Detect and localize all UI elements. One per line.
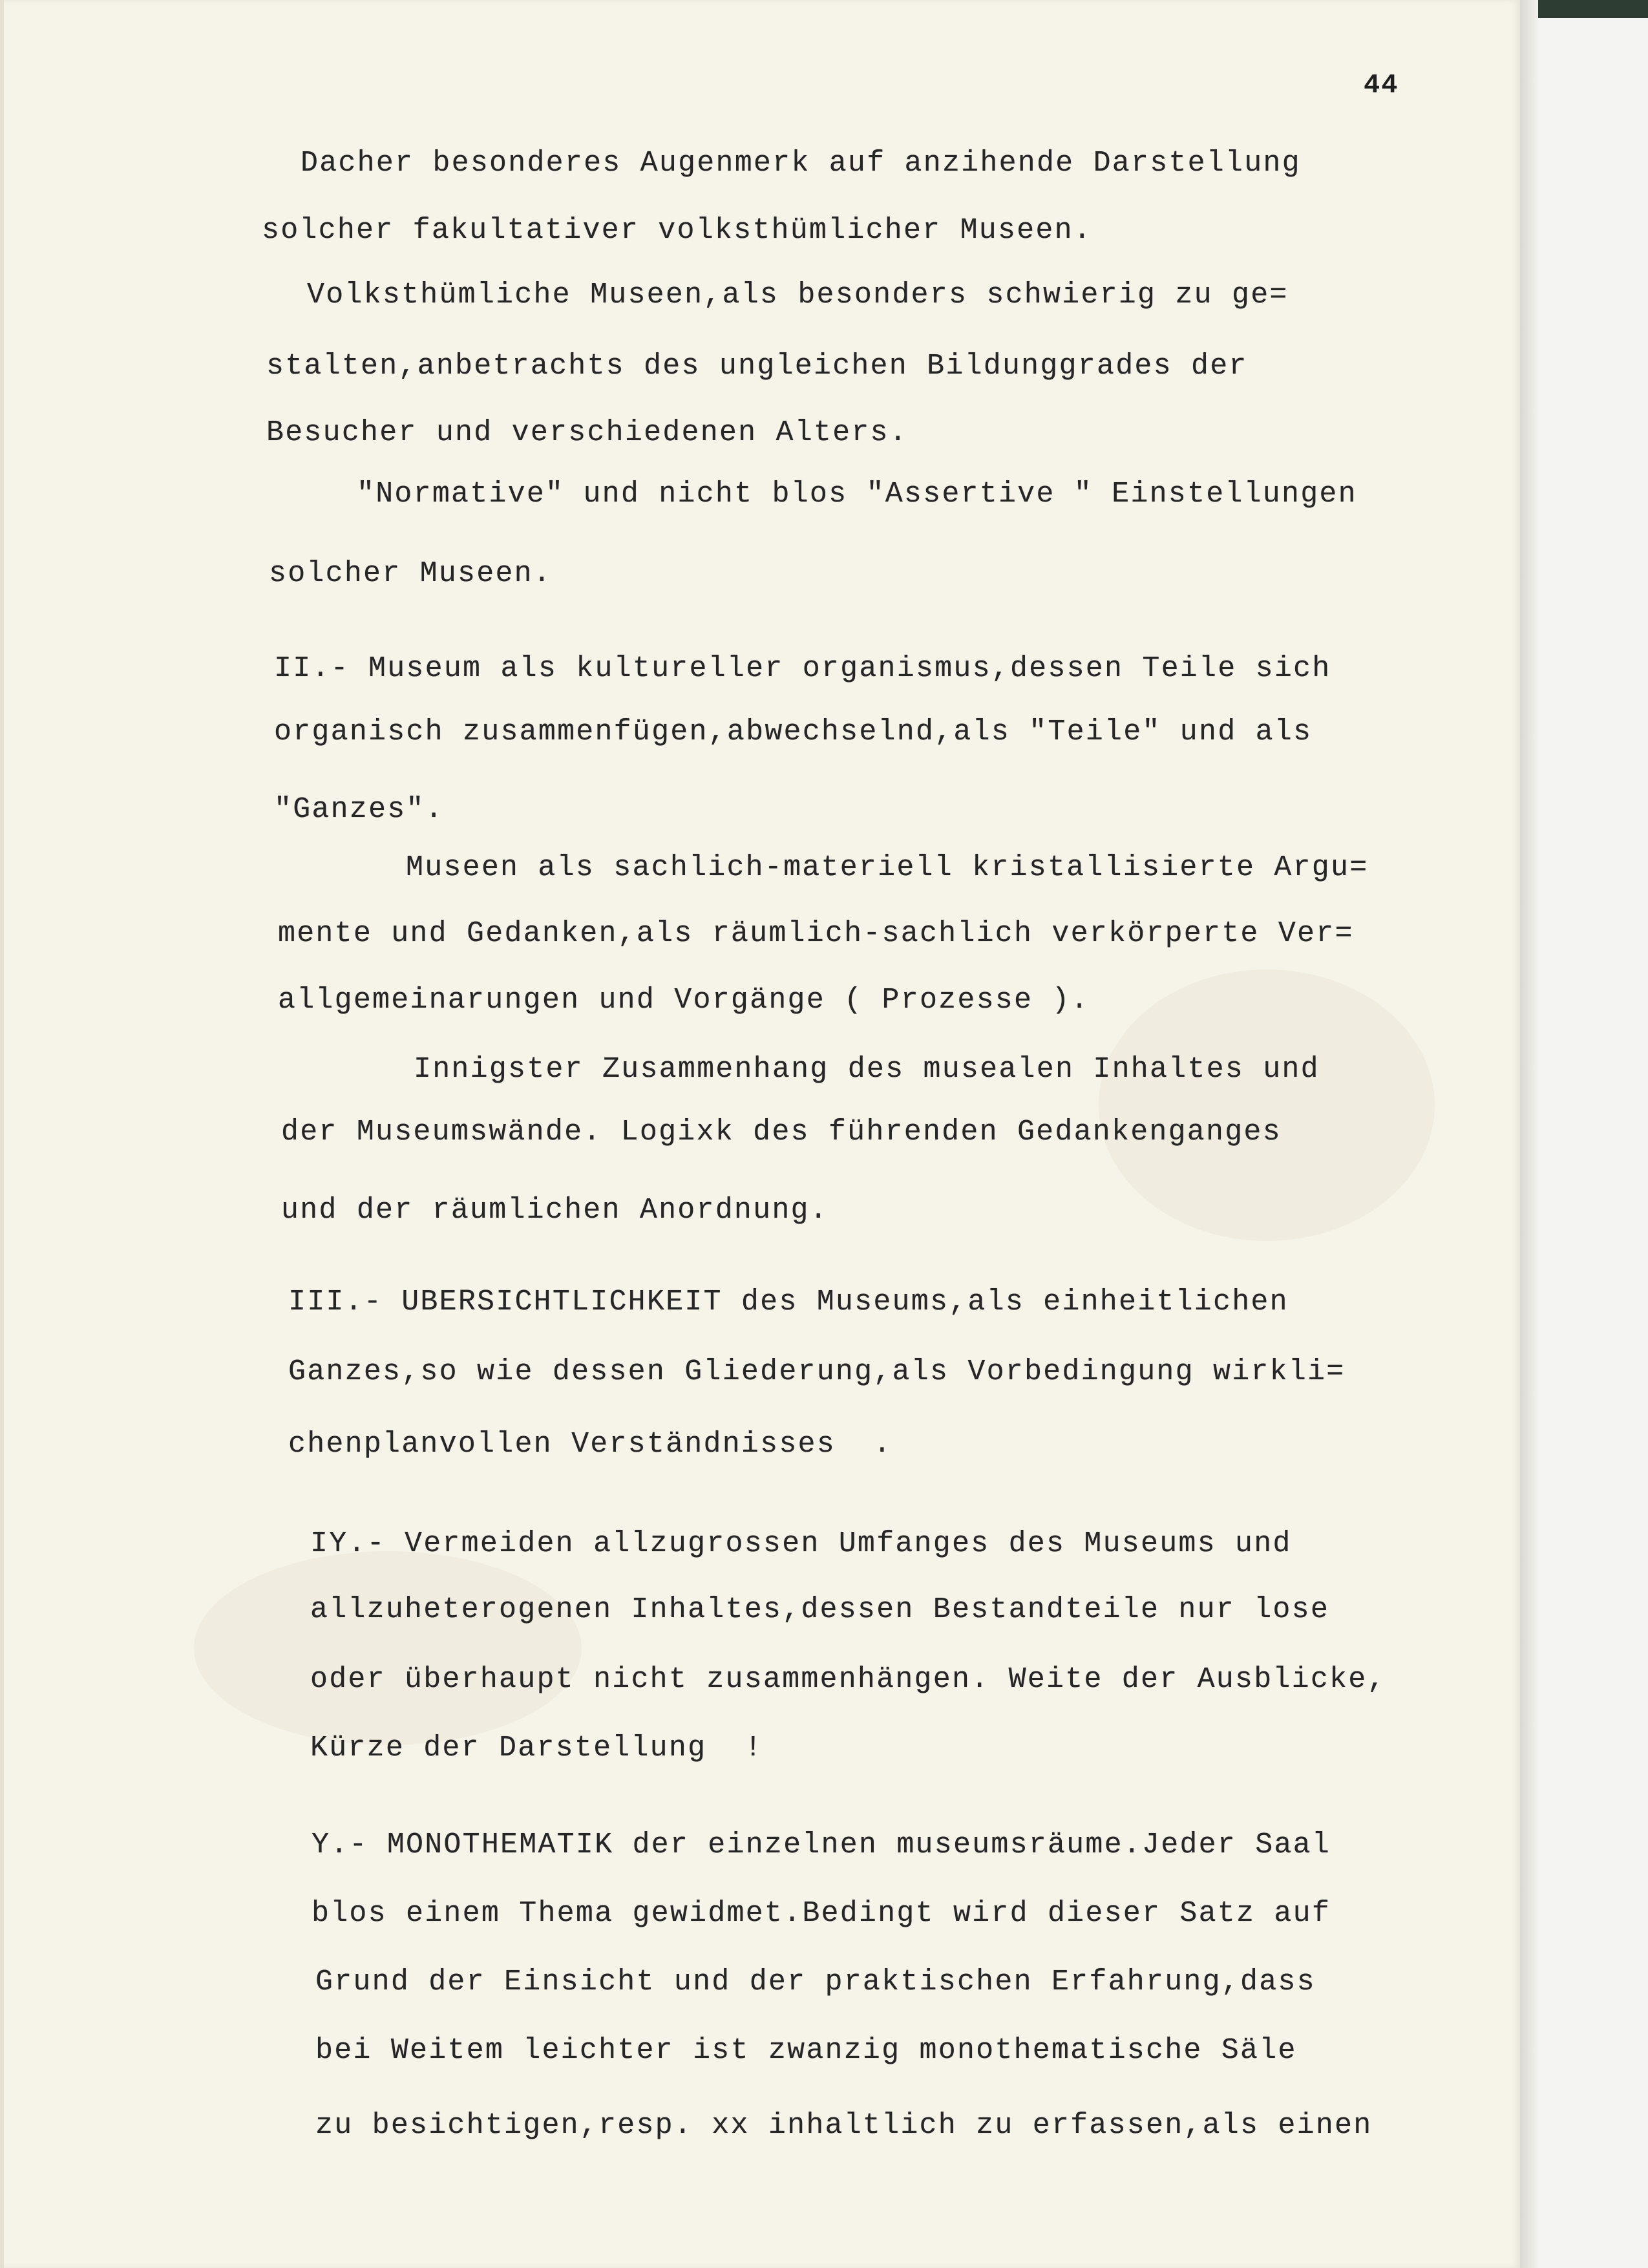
text-line: allzuheterogenen Inhaltes,dessen Bestandteile nur lose <box>310 1593 1330 1626</box>
text-line: Ganzes,so wie dessen Gliederung,als Vorbedingung wirkli= <box>288 1355 1346 1388</box>
scanner-edge <box>1538 0 1648 18</box>
text-line: Y.- MONOTHEMATIK der einzelnen museumsräume.Jeder Saal <box>312 1828 1331 1861</box>
page-number: 44 <box>1364 70 1399 101</box>
page-left-edge <box>0 0 4 2268</box>
page-edge-shadow <box>1520 0 1538 2268</box>
text-line: der Museumswände. Logixk des führenden Gedankenganges <box>281 1116 1282 1149</box>
text-line: Grund der Einsicht und der praktischen Erfahrung,dass <box>315 1966 1316 1998</box>
text-line: II.- Museum als kultureller organismus,dessen Teile sich <box>274 652 1331 685</box>
text-line: solcher Museen. <box>269 557 553 590</box>
text-line: Besucher und verschiedenen Alters. <box>266 416 908 449</box>
text-line: chenplanvollen Verständnisses . <box>288 1428 893 1461</box>
text-line: allgemeinarungen und Vorgänge ( Prozesse ). <box>278 984 1090 1017</box>
text-line: mente und Gedanken,als räumlich-sachlich verkörperte Ver= <box>278 917 1354 950</box>
text-line: zu besichtigen,resp. xx inhaltlich zu erfassen,als einen <box>315 2109 1373 2142</box>
text-line: Museen als sachlich-materiell kristallisierte Argu= <box>406 851 1369 884</box>
text-line: Volksthümliche Museen,als besonders schwierig zu ge= <box>307 279 1289 312</box>
text-line: Kürze der Darstellung ! <box>310 1732 763 1765</box>
text-line: organisch zusammenfügen,abwechselnd,als "Teile" und als <box>274 715 1313 748</box>
text-line: Dacher besonderes Augenmerk auf anzihende Darstellung <box>301 147 1301 180</box>
paper-stain <box>194 1551 582 1745</box>
text-line: III.- UBERSICHTLICHKEIT des Museums,als einheitlichen <box>288 1286 1289 1319</box>
text-line: "Ganzes". <box>274 793 444 826</box>
text-line: und der räumlichen Anordnung. <box>281 1194 829 1227</box>
text-line: blos einem Thema gewidmet.Bedingt wird dieser Satz auf <box>312 1897 1331 1930</box>
text-line: "Normative" und nicht blos "Assertive " Einstellungen <box>357 478 1357 511</box>
text-line: oder überhaupt nicht zusammenhängen. Weite der Ausblicke, <box>310 1663 1386 1696</box>
text-line: stalten,anbetrachts des ungleichen Bildunggrades der <box>266 350 1248 383</box>
text-line: bei Weitem leichter ist zwanzig monothematische Säle <box>315 2034 1297 2067</box>
text-line: solcher fakultativer volksthümlicher Museen. <box>262 214 1092 247</box>
text-line: Innigster Zusammenhang des musealen Inhaltes und <box>414 1053 1320 1086</box>
scanner-background-strip <box>1538 0 1648 2268</box>
text-line: IY.- Vermeiden allzugrossen Umfanges des Museums und <box>310 1527 1292 1560</box>
